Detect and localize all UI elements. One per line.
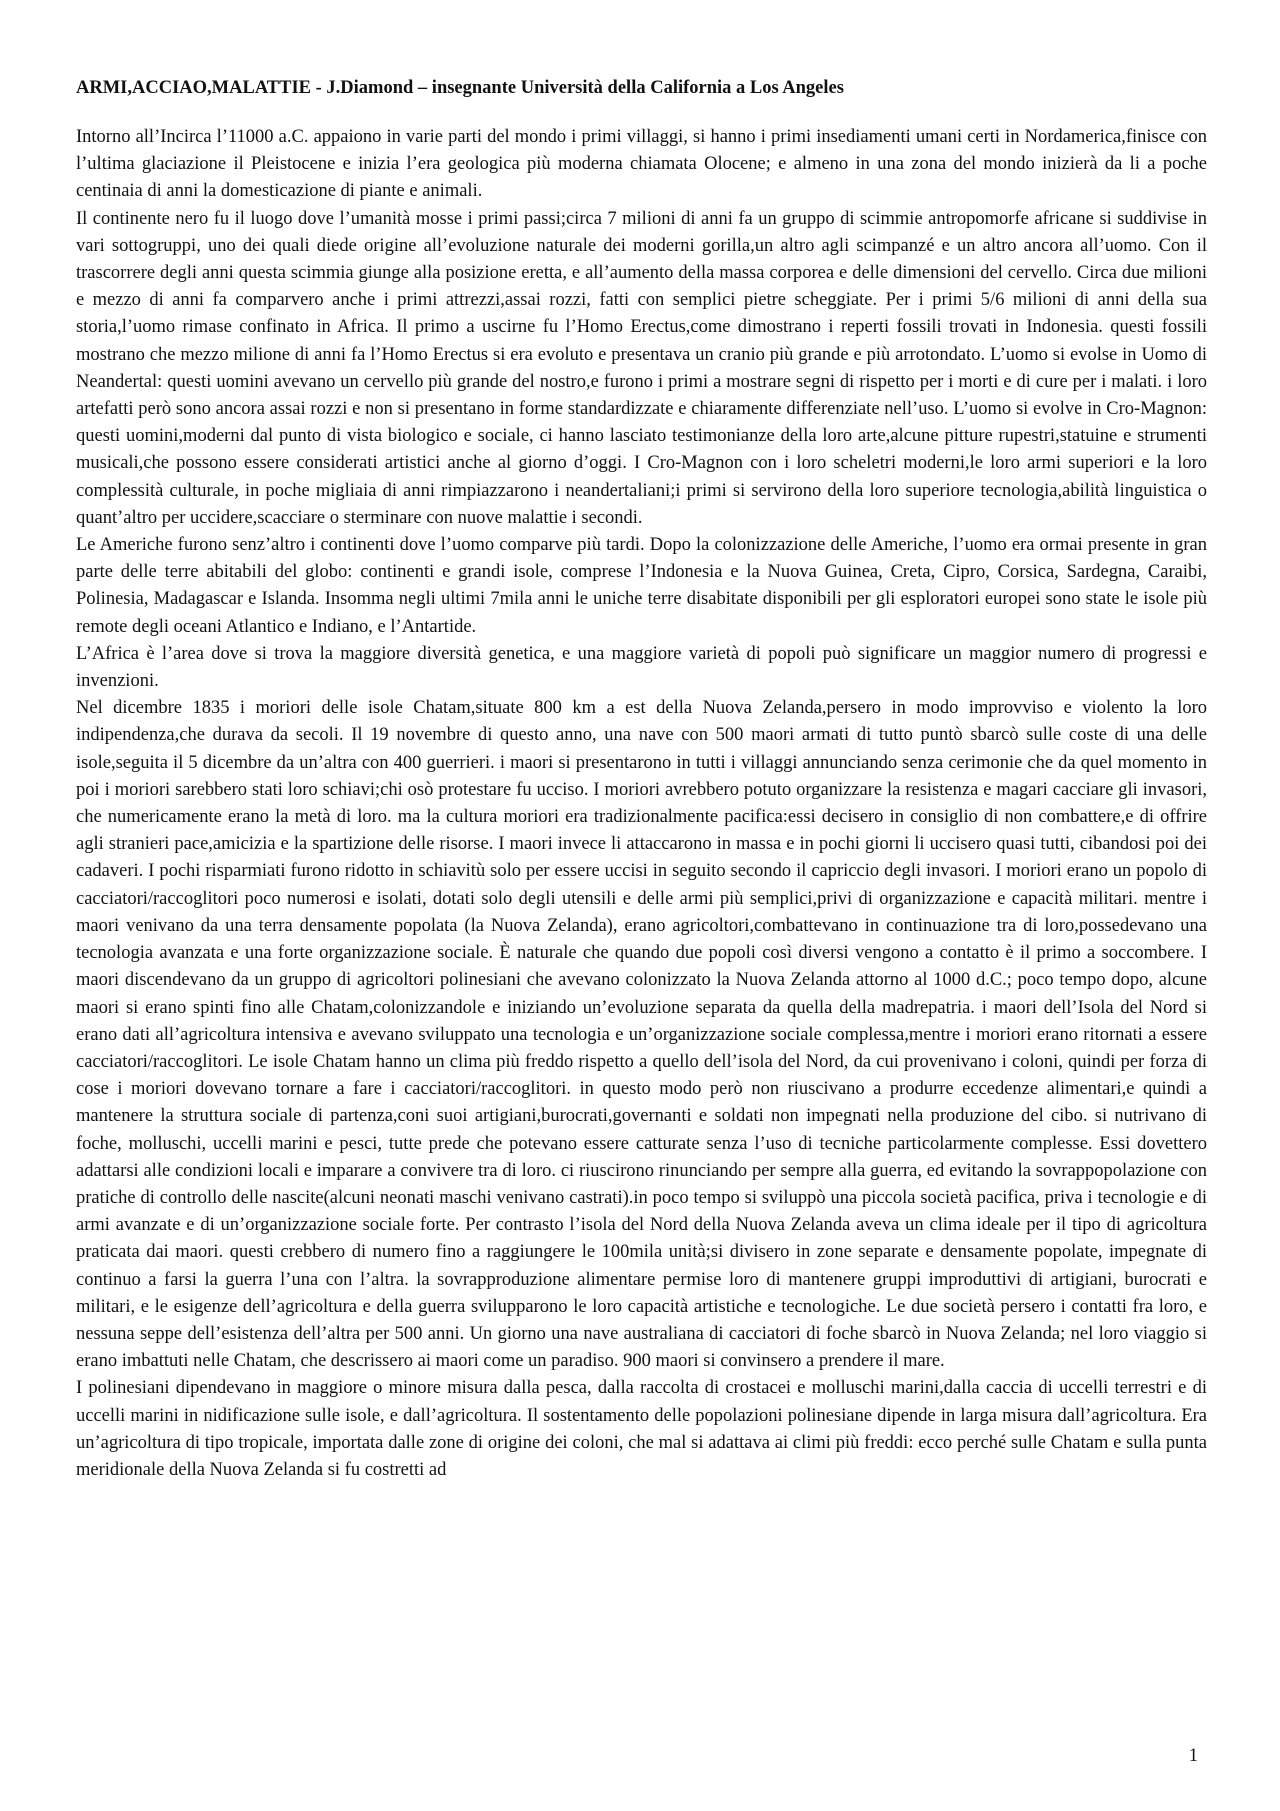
document-title: ARMI,ACCIAO,MALATTIE - J.Diamond – insegnante Università della California a Los Angeles	[76, 78, 844, 98]
paragraph-polynesians: I polinesiani dipendevano in maggiore o minore misura dalla pesca, dalla raccolta di crostacei e molluschi marini,dalla caccia di uccelli terrestri e di uccelli marini in nidificazione sulle isole, e dall’agricoltura. Il sostentamento delle popolazioni polinesiane dipende in larga misura dall’agricoltura. Era un’agricoltura di tipo tropicale, importata dalle zone di origine dei coloni, che mal si adattava ai climi più freddi: ecco perché sulle Chatam e sulla punta meridionale della Nuova Zelanda si fu costretti ad	[76, 1378, 1207, 1480]
paragraph-africa-evolution: Il continente nero fu il luogo dove l’umanità mosse i primi passi;circa 7 milioni di anni fa un gruppo di scimmie antropomorfe africane si suddivise in vari sottogruppi, uno dei quali diede origine all’evoluzione naturale dei moderni gorilla,un altro agli scimpanzé e un altro ancora all’uomo. Con il trascorrere degli anni questa scimmia giunge alla posizione eretta, e all’aumento della massa corporea e delle dimensioni del cervello. Circa due milioni e mezzo di anni fa comparvero anche i primi attrezzi,assai rozzi, fatti con semplici pietre scheggiate. Per i primi 5/6 milioni di anni della sua storia,l’uomo rimase confinato in Africa. Il primo a uscirne fu l’Homo Erectus,come dimostrano i reperti fossili trovati in Indonesia. questi fossili mostrano che mezzo milione di anni fa l’Homo Erectus si era evoluto e presentava un cranio più grande e più arrotondato. L’uomo si evolse in Uomo di Neandertal: questi uomini avevano un cervello più grande del nostro,e furono i primi a mostrare segni di rispetto per i morti e di cure per i malati. i loro artefatti però sono ancora assai rozzi e non si presentano in forme standardizzate e chiaramente differenziate nell’uso. L’uomo si evolve in Cro-Magnon: questi uomini,moderni dal punto di vista biologico e sociale, ci hanno lasciato testimonianze della loro arte,alcune pitture rupestri,statuine e strumenti musicali,che possono essere considerati artistici anche al giorno d’oggi. I Cro-Magnon con i loro scheletri moderni,le loro armi superiori e la loro complessità culturale, in poche migliaia di anni rimpiazzarono i neandertaliani;i primi si servirono della loro superiore tecnologia,abilità linguistica o quant’altro per uccidere,scacciare o sterminare con nuove malattie i secondi.	[76, 208, 1207, 528]
paragraph-americas: Le Americhe furono senz’altro i continenti dove l’uomo comparve più tardi. Dopo la colonizzazione delle Americhe, l’uomo era ormai presente in gran parte delle terre abitabili del globo: continenti e grandi isole, comprese l’Indonesia e la Nuova Guinea, Creta, Cipro, Corsica, Sardegna, Caraibi, Polinesia, Madagascar e Islanda. Insomma negli ultimi 7mila anni le uniche terre disabitate disponibili per gli esploratori europei sono state le isole più remote degli oceani Atlantico e Indiano, e l’Antartide.	[76, 535, 1207, 637]
document-page	[76, 74, 1207, 1484]
page-number: 1	[1188, 1746, 1198, 1766]
paragraph-intro: Intorno all’Incirca l’11000 a.C. appaiono in varie parti del mondo i primi villaggi, si hanno i primi insediamenti umani certi in Nordamerica,finisce con l’ultima glaciazione il Pleistocene e inizia l’era geologica più moderna chiamata Olocene; e almeno in una zona del mondo inizierà da li a poche centinaia di anni la domesticazione di piante e animali.	[76, 127, 1207, 202]
paragraph-genetic-diversity: L’Africa è l’area dove si trova la maggiore diversità genetica, e una maggiore varietà di popoli può significare un maggior numero di progressi e invenzioni.	[76, 643, 1207, 692]
paragraph-moriori-maori: Nel dicembre 1835 i moriori delle isole Chatam,situate 800 km a est della Nuova Zelanda,persero in modo improvviso e violento la loro indipendenza,che durava da secoli. Il 19 novembre di questo anno, una nave con 500 maori armati di tutto puntò sbarcò sulle coste di una delle isole,seguita il 5 dicembre da un’altra con 400 guerrieri. i maori si presentarono in tutti i villaggi annunciando senza cerimonie che da quel momento in poi i moriori sarebbero stati loro schiavi;chi osò protestare fu ucciso. I moriori avrebbero potuto organizzare la resistenza e magari cacciare gli invasori, che numericamente erano la metà di loro. ma la cultura moriori era tradizionalmente pacifica:essi decisero in consiglio di non combattere,e di offrire agli stranieri pace,amicizia e la spartizione delle risorse. I maori invece li attaccarono in massa e in pochi giorni li uccisero quasi tutti, cibandosi poi dei cadaveri. I pochi risparmiati furono ridotto in schiavitù solo per essere uccisi in seguito secondo il capriccio degli invasori. I moriori erano un popolo di cacciatori/raccoglitori poco numerosi e isolati, dotati solo degli utensili e delle armi più semplici,privi di organizzazione e capacità militari. mentre i maori venivano da una terra densamente popolata (la Nuova Zelanda), erano agricoltori,combattevano in continuazione tra di loro,possedevano una tecnologia avanzata e una forte organizzazione sociale. È naturale che quando due popoli così diversi vengono a contatto è il primo a soccombere. I maori discendevano da un gruppo di agricoltori polinesiani che avevano colonizzato la Nuova Zelanda attorno al 1000 d.C.; poco tempo dopo, alcune maori si erano spinti fino alle Chatam,colonizzandole e iniziando un’evoluzione separata da quella della madrepatria. i maori dell’Isola del Nord si erano dati all’agricoltura intensiva e avevano sviluppato una tecnologia e un’organizzazione sociale complessa,mentre i moriori erano ritornati a essere cacciatori/raccoglitori. Le isole Chatam hanno un clima più freddo rispetto a quello dell’isola del Nord, da cui provenivano i coloni, quindi per forza di cose i moriori dovevano tornare a fare i cacciatori/raccoglitori. in questo modo però non riuscivano a produrre eccedenze alimentari,e quindi a mantenere la struttura sociale di partenza,coni suoi artigiani,burocrati,governanti e soldati non impegnati nella produzione del cibo. si nutrivano di foche, molluschi, uccelli marini e pesci, tutte prede che potevano essere catturate senza l’uso di tecniche particolarmente complesse. Essi dovettero adattarsi alle condizioni locali e imparare a convivere tra di loro. ci riuscirono rinunciando per sempre alla guerra, ed evitando la sovrappopolazione con pratiche di controllo delle nascite(alcuni neonati maschi venivano castrati).in poco tempo si sviluppò una piccola società pacifica, priva i tecnologie e di armi avanzate e di un’organizzazione sociale forte. Per contrasto l’isola del Nord della Nuova Zelanda aveva un clima ideale per il tipo di agricoltura praticata dai maori. questi crebbero di numero fino a raggiungere le 100mila unità;si divisero in zone separate e densamente popolate, impegnate di continuo a farsi la guerra l’una con l’altra. la sovrapproduzione alimentare permise loro di mantenere gruppi improduttivi di artigiani, burocrati e militari, e le esigenze dell’agricoltura e della guerra svilupparono le loro capacità artistiche e tecnologiche. Le due società persero i contatti fra loro, e nessuna seppe dell’esistenza dell’altra per 500 anni. Un giorno una nave australiana di cacciatori di foche sbarcò in Nuova Zelanda; nel loro viaggio si erano imbattuti nelle Chatam, che descrissero ai maori come un paradiso. 900 maori si convinsero a prendere il mare.	[76, 698, 1207, 1372]
